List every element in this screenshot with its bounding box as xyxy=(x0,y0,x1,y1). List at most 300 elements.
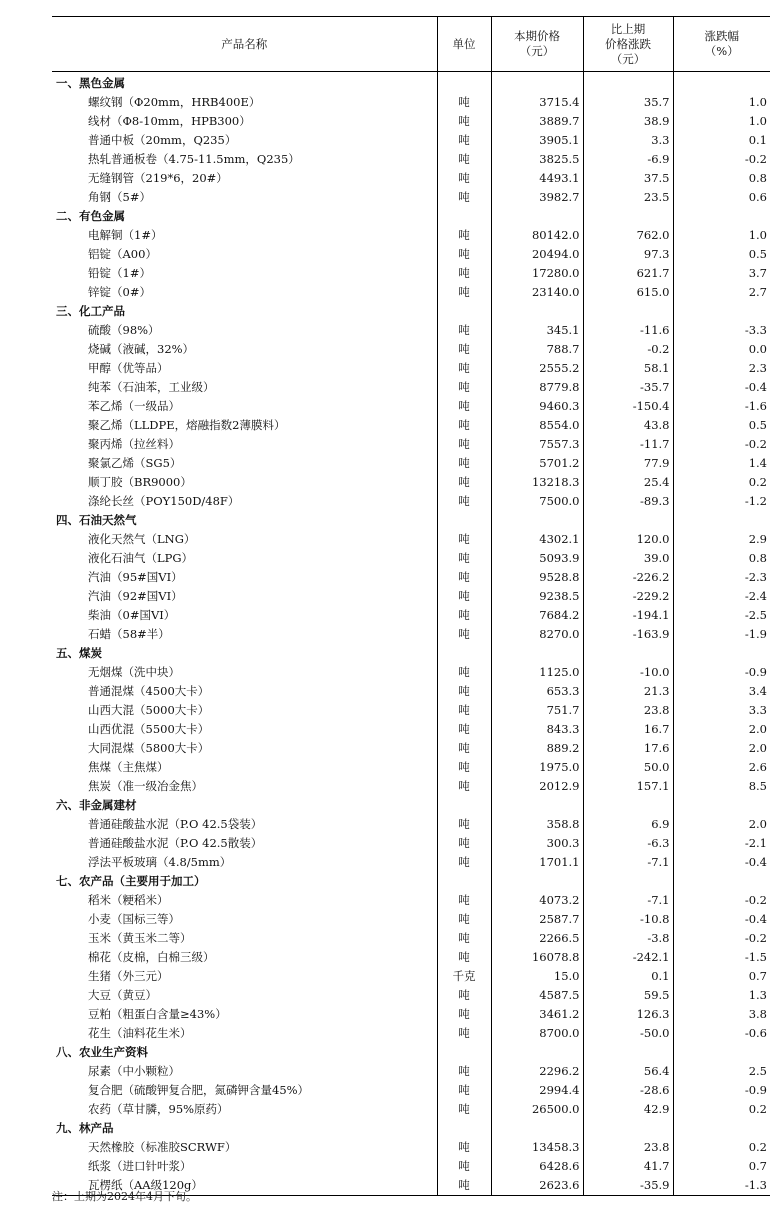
change-cell: 23.8 xyxy=(583,701,673,720)
table-row xyxy=(52,986,770,1005)
price-cell: 2623.6 xyxy=(491,1176,583,1196)
price-cell: 9528.8 xyxy=(491,568,583,587)
unit-cell: 吨 xyxy=(437,625,491,644)
category-name: 三、化工产品 xyxy=(56,304,125,318)
change-cell: 97.3 xyxy=(583,245,673,264)
percent-cell: -0.2 xyxy=(673,891,770,910)
category-name: 七、农产品（主要用于加工） xyxy=(56,874,206,888)
percent-cell: 2.5 xyxy=(673,1062,770,1081)
percent-cell: 3.3 xyxy=(673,701,770,720)
price-cell xyxy=(491,796,583,815)
price-cell: 3982.7 xyxy=(491,188,583,207)
product-name-cell: 纯苯（石油苯，工业级） xyxy=(88,380,215,394)
percent-cell: -1.2 xyxy=(673,492,770,511)
product-name-cell: 瓦楞纸（AA级120g） xyxy=(52,1176,437,1196)
table-row xyxy=(52,1138,770,1157)
product-name-cell: 焦煤（主焦煤） xyxy=(88,760,169,774)
unit-cell xyxy=(437,511,491,530)
category-name: 一、黑色金属 xyxy=(56,76,125,90)
change-cell: -163.9 xyxy=(583,625,673,644)
category-name: 四、石油天然气 xyxy=(56,513,137,527)
percent-cell: -2.4 xyxy=(673,587,770,606)
unit-cell: 吨 xyxy=(437,929,491,948)
product-name-cell: 烧碱（液碱，32%） xyxy=(88,342,195,356)
change-cell: -229.2 xyxy=(583,587,673,606)
product-name-cell: 天然橡胶（标准胶SCRWF） xyxy=(88,1140,237,1154)
price-cell xyxy=(491,511,583,530)
unit-cell: 吨 xyxy=(437,910,491,929)
product-name-cell: 聚氯乙烯（SG5） xyxy=(88,456,182,470)
unit-cell: 吨 xyxy=(437,435,491,454)
percent-cell: 2.0 xyxy=(673,720,770,739)
unit-cell: 吨 xyxy=(437,169,491,188)
table-row xyxy=(52,473,770,492)
product-name-cell: 线材（Φ8-10mm，HPB300） xyxy=(88,114,251,128)
change-cell: -50.0 xyxy=(583,1024,673,1043)
change-cell: -242.1 xyxy=(583,948,673,967)
unit-cell xyxy=(437,302,491,321)
unit-cell: 吨 xyxy=(437,226,491,245)
unit-cell: 吨 xyxy=(437,1081,491,1100)
product-name-cell: 小麦（国标三等） xyxy=(88,912,180,926)
table-row xyxy=(52,435,770,454)
change-cell: 38.9 xyxy=(583,112,673,131)
price-cell: 5701.2 xyxy=(491,454,583,473)
table-row xyxy=(52,93,770,112)
price-cell: 9238.5 xyxy=(491,587,583,606)
unit-cell: 吨 xyxy=(437,948,491,967)
change-cell: 56.4 xyxy=(583,1062,673,1081)
product-name-cell: 柴油（0#国VI） xyxy=(88,608,176,622)
product-name-cell: 普通混煤（4500大卡） xyxy=(88,684,210,698)
product-name-cell: 液化石油气（LPG） xyxy=(88,551,194,565)
category-row xyxy=(52,72,770,94)
table-row xyxy=(52,777,770,796)
unit-cell xyxy=(437,72,491,94)
change-cell xyxy=(583,1119,673,1138)
percent-cell xyxy=(673,302,770,321)
percent-cell: 0.7 xyxy=(673,1157,770,1176)
category-row xyxy=(52,796,770,815)
price-cell: 4302.1 xyxy=(491,530,583,549)
percent-cell: -0.4 xyxy=(673,853,770,872)
unit-cell: 吨 xyxy=(437,1100,491,1119)
price-cell: 889.2 xyxy=(491,739,583,758)
percent-cell xyxy=(673,872,770,891)
product-name-cell: 锌锭（0#） xyxy=(88,285,151,299)
price-cell: 13458.3 xyxy=(491,1138,583,1157)
change-cell xyxy=(583,511,673,530)
unit-cell: 吨 xyxy=(437,758,491,777)
table-row xyxy=(52,701,770,720)
percent-cell xyxy=(673,207,770,226)
percent-cell: -0.4 xyxy=(673,910,770,929)
change-cell: 120.0 xyxy=(583,530,673,549)
table-row xyxy=(52,169,770,188)
table-row xyxy=(52,454,770,473)
price-cell: 8270.0 xyxy=(491,625,583,644)
product-name-cell: 无烟煤（洗中块） xyxy=(88,665,180,679)
price-cell xyxy=(491,72,583,94)
price-cell: 13218.3 xyxy=(491,473,583,492)
price-cell: 3825.5 xyxy=(491,150,583,169)
change-cell: -7.1 xyxy=(583,891,673,910)
percent-cell: -3.3 xyxy=(673,321,770,340)
unit-cell: 吨 xyxy=(437,340,491,359)
change-cell: 37.5 xyxy=(583,169,673,188)
unit-cell: 吨 xyxy=(437,701,491,720)
change-cell: 50.0 xyxy=(583,758,673,777)
percent-cell: -2.3 xyxy=(673,568,770,587)
percent-cell xyxy=(673,72,770,94)
unit-cell: 吨 xyxy=(437,1138,491,1157)
product-name-cell: 山西大混（5000大卡） xyxy=(88,703,210,717)
percent-cell: 1.3 xyxy=(673,986,770,1005)
product-name-cell: 铝锭（A00） xyxy=(88,247,157,261)
change-cell: 621.7 xyxy=(583,264,673,283)
percent-cell: 0.0 xyxy=(673,340,770,359)
table-row xyxy=(52,758,770,777)
change-cell xyxy=(583,644,673,663)
table-row xyxy=(52,891,770,910)
change-cell: -0.2 xyxy=(583,340,673,359)
unit-cell: 吨 xyxy=(437,663,491,682)
table-row xyxy=(52,549,770,568)
table-row xyxy=(52,492,770,511)
table-row xyxy=(52,929,770,948)
change-cell: 41.7 xyxy=(583,1157,673,1176)
product-name-cell: 大同混煤（5800大卡） xyxy=(88,741,210,755)
price-cell: 3461.2 xyxy=(491,1005,583,1024)
table-row xyxy=(52,1081,770,1100)
table-row xyxy=(52,397,770,416)
unit-cell: 吨 xyxy=(437,416,491,435)
change-cell: -11.7 xyxy=(583,435,673,454)
price-cell: 7557.3 xyxy=(491,435,583,454)
percent-cell: 1.0 xyxy=(673,226,770,245)
unit-cell: 吨 xyxy=(437,1062,491,1081)
product-name-cell: 硫酸（98%） xyxy=(88,323,160,337)
table-row xyxy=(52,340,770,359)
unit-cell: 吨 xyxy=(437,150,491,169)
change-cell: 35.7 xyxy=(583,93,673,112)
price-cell: 15.0 xyxy=(491,967,583,986)
category-name: 六、非金属建材 xyxy=(56,798,137,812)
table-row xyxy=(52,416,770,435)
product-name-cell: 石蜡（58#半） xyxy=(88,627,170,641)
product-name-cell: 纸浆（进口针叶浆） xyxy=(88,1159,192,1173)
change-cell xyxy=(583,72,673,94)
price-cell: 80142.0 xyxy=(491,226,583,245)
unit-cell: 吨 xyxy=(437,720,491,739)
percent-cell: 1.0 xyxy=(673,112,770,131)
header-change-percent: 涨跌幅 （%） xyxy=(673,17,770,72)
table-row xyxy=(52,1157,770,1176)
change-cell: -150.4 xyxy=(583,397,673,416)
price-cell xyxy=(491,872,583,891)
table-row xyxy=(52,245,770,264)
price-cell: 8779.8 xyxy=(491,378,583,397)
product-name-cell: 生猪（外三元） xyxy=(88,969,169,983)
product-name-cell: 普通硅酸盐水泥（P.O 42.5散装） xyxy=(88,836,263,850)
product-name-cell: 电解铜（1#） xyxy=(88,228,163,242)
change-cell: -35.7 xyxy=(583,378,673,397)
table-row xyxy=(52,1062,770,1081)
percent-cell: -0.4 xyxy=(673,378,770,397)
unit-cell: 吨 xyxy=(437,815,491,834)
table-body xyxy=(52,72,770,1196)
product-name-cell: 复合肥（硫酸钾复合肥，氮磷钾含量45%） xyxy=(88,1083,310,1097)
price-cell: 9460.3 xyxy=(491,397,583,416)
unit-cell: 吨 xyxy=(437,1157,491,1176)
price-table-container xyxy=(52,16,770,1196)
price-cell: 1125.0 xyxy=(491,663,583,682)
change-cell: 0.1 xyxy=(583,967,673,986)
category-row xyxy=(52,872,770,891)
change-cell: 157.1 xyxy=(583,777,673,796)
price-cell xyxy=(491,1043,583,1062)
change-cell: 25.4 xyxy=(583,473,673,492)
change-cell: 23.8 xyxy=(583,1138,673,1157)
percent-cell xyxy=(673,511,770,530)
unit-cell: 千克 xyxy=(437,967,491,986)
change-cell: 39.0 xyxy=(583,549,673,568)
unit-cell: 吨 xyxy=(437,891,491,910)
table-row xyxy=(52,815,770,834)
percent-cell: -1.6 xyxy=(673,397,770,416)
percent-cell: -0.2 xyxy=(673,150,770,169)
change-cell: 126.3 xyxy=(583,1005,673,1024)
change-cell: -10.8 xyxy=(583,910,673,929)
percent-cell: 0.8 xyxy=(673,549,770,568)
percent-cell: -0.2 xyxy=(673,435,770,454)
price-cell: 3905.1 xyxy=(491,131,583,150)
change-cell: -226.2 xyxy=(583,568,673,587)
change-cell: 17.6 xyxy=(583,739,673,758)
product-name-cell: 苯乙烯（一级品） xyxy=(88,399,180,413)
category-row xyxy=(52,644,770,663)
category-row xyxy=(52,207,770,226)
percent-cell: -1.5 xyxy=(673,948,770,967)
category-name: 二、有色金属 xyxy=(56,209,125,223)
product-name-cell: 甲醇（优等品） xyxy=(88,361,169,375)
unit-cell: 吨 xyxy=(437,986,491,1005)
table-row xyxy=(52,682,770,701)
category-row xyxy=(52,302,770,321)
table-row xyxy=(52,378,770,397)
product-name-cell: 聚丙烯（拉丝料） xyxy=(88,437,180,451)
table-row xyxy=(52,625,770,644)
product-name-cell: 焦炭（准一级冶金焦） xyxy=(88,779,203,793)
category-name: 八、农业生产资料 xyxy=(56,1045,148,1059)
product-name-cell: 汽油（95#国VI） xyxy=(88,570,183,584)
change-cell: -6.9 xyxy=(583,150,673,169)
percent-cell: 8.5 xyxy=(673,777,770,796)
unit-cell: 吨 xyxy=(437,245,491,264)
price-cell: 345.1 xyxy=(491,321,583,340)
unit-cell: 吨 xyxy=(437,739,491,758)
percent-cell: 2.3 xyxy=(673,359,770,378)
product-name-cell: 玉米（黄玉米二等） xyxy=(88,931,192,945)
price-cell: 2296.2 xyxy=(491,1062,583,1081)
table-row xyxy=(52,530,770,549)
table-row xyxy=(52,1024,770,1043)
percent-cell: 0.8 xyxy=(673,169,770,188)
table-row xyxy=(52,112,770,131)
percent-cell: -0.6 xyxy=(673,1024,770,1043)
percent-cell: -2.5 xyxy=(673,606,770,625)
unit-cell xyxy=(437,644,491,663)
unit-cell: 吨 xyxy=(437,492,491,511)
price-cell: 4073.2 xyxy=(491,891,583,910)
percent-cell: -0.9 xyxy=(673,663,770,682)
change-cell xyxy=(583,1043,673,1062)
price-cell xyxy=(491,1119,583,1138)
price-cell: 6428.6 xyxy=(491,1157,583,1176)
category-name: 五、煤炭 xyxy=(56,646,102,660)
change-cell: -3.8 xyxy=(583,929,673,948)
price-cell: 788.7 xyxy=(491,340,583,359)
product-name-cell: 浮法平板玻璃（4.8/5mm） xyxy=(88,855,232,869)
unit-cell: 吨 xyxy=(437,1005,491,1024)
category-row xyxy=(52,1119,770,1138)
table-row xyxy=(52,739,770,758)
change-cell: 21.3 xyxy=(583,682,673,701)
change-cell: 58.1 xyxy=(583,359,673,378)
change-cell: 23.5 xyxy=(583,188,673,207)
product-name-cell: 涤纶长丝（POY150D/48F） xyxy=(88,494,240,508)
unit-cell: 吨 xyxy=(437,1176,491,1196)
percent-cell xyxy=(673,1043,770,1062)
change-cell xyxy=(583,872,673,891)
product-name-cell: 大豆（黄豆） xyxy=(88,988,157,1002)
unit-cell: 吨 xyxy=(437,283,491,302)
table-row xyxy=(52,283,770,302)
unit-cell: 吨 xyxy=(437,188,491,207)
price-cell: 300.3 xyxy=(491,834,583,853)
unit-cell: 吨 xyxy=(437,834,491,853)
percent-cell: -0.2 xyxy=(673,929,770,948)
change-cell xyxy=(583,207,673,226)
table-row xyxy=(52,910,770,929)
product-name-cell: 稻米（粳稻米） xyxy=(88,893,169,907)
table-row xyxy=(52,834,770,853)
price-cell: 2012.9 xyxy=(491,777,583,796)
unit-cell: 吨 xyxy=(437,359,491,378)
table-row xyxy=(52,359,770,378)
percent-cell xyxy=(673,644,770,663)
change-cell: 77.9 xyxy=(583,454,673,473)
table-row xyxy=(52,967,770,986)
unit-cell: 吨 xyxy=(437,777,491,796)
unit-cell: 吨 xyxy=(437,93,491,112)
percent-cell: 0.6 xyxy=(673,188,770,207)
unit-cell xyxy=(437,1043,491,1062)
header-current-price: 本期价格 （元） xyxy=(491,17,583,72)
unit-cell: 吨 xyxy=(437,378,491,397)
price-table xyxy=(52,16,770,1196)
table-row xyxy=(52,720,770,739)
percent-cell: -1.9 xyxy=(673,625,770,644)
price-cell: 26500.0 xyxy=(491,1100,583,1119)
unit-cell: 吨 xyxy=(437,473,491,492)
price-cell: 4493.1 xyxy=(491,169,583,188)
category-row xyxy=(52,511,770,530)
unit-cell xyxy=(437,796,491,815)
percent-cell: -1.3 xyxy=(673,1176,770,1196)
product-name-cell: 普通硅酸盐水泥（P.O 42.5袋装） xyxy=(88,817,263,831)
percent-cell: 2.0 xyxy=(673,815,770,834)
change-cell: 615.0 xyxy=(583,283,673,302)
product-name-cell: 棉花（皮棉，白棉三级） xyxy=(88,950,215,964)
product-name-cell: 汽油（92#国VI） xyxy=(88,589,183,603)
percent-cell: 3.8 xyxy=(673,1005,770,1024)
price-cell: 2555.2 xyxy=(491,359,583,378)
percent-cell: 0.5 xyxy=(673,416,770,435)
price-cell: 2587.7 xyxy=(491,910,583,929)
percent-cell: -0.9 xyxy=(673,1081,770,1100)
percent-cell: 0.2 xyxy=(673,473,770,492)
unit-cell: 吨 xyxy=(437,112,491,131)
header-row xyxy=(52,17,770,72)
unit-cell: 吨 xyxy=(437,549,491,568)
unit-cell xyxy=(437,207,491,226)
percent-cell: 1.4 xyxy=(673,454,770,473)
table-row xyxy=(52,150,770,169)
product-name-cell: 农药（草甘膦，95%原药） xyxy=(88,1102,229,1116)
table-row xyxy=(52,321,770,340)
percent-cell: 3.7 xyxy=(673,264,770,283)
price-cell xyxy=(491,207,583,226)
price-cell: 7684.2 xyxy=(491,606,583,625)
percent-cell: 0.2 xyxy=(673,1138,770,1157)
price-cell: 3889.7 xyxy=(491,112,583,131)
price-cell: 2994.4 xyxy=(491,1081,583,1100)
percent-cell xyxy=(673,796,770,815)
category-row xyxy=(52,1043,770,1062)
change-cell: 3.3 xyxy=(583,131,673,150)
percent-cell xyxy=(673,1119,770,1138)
unit-cell: 吨 xyxy=(437,1024,491,1043)
footnote: 注：上期为2024年4月下旬。 xyxy=(52,1190,197,1203)
table-row xyxy=(52,1100,770,1119)
price-cell: 8700.0 xyxy=(491,1024,583,1043)
product-name-cell: 无缝钢管（219*6，20#） xyxy=(88,171,228,185)
percent-cell: 2.6 xyxy=(673,758,770,777)
product-name-cell: 尿素（中小颗粒） xyxy=(88,1064,180,1078)
change-cell: -194.1 xyxy=(583,606,673,625)
unit-cell: 吨 xyxy=(437,682,491,701)
product-name-cell: 角钢（5#） xyxy=(88,190,151,204)
percent-cell: 0.2 xyxy=(673,1100,770,1119)
price-cell: 2266.5 xyxy=(491,929,583,948)
unit-cell: 吨 xyxy=(437,587,491,606)
header-price-change: 比上期 价格涨跌 （元） xyxy=(583,17,673,72)
table-row xyxy=(52,663,770,682)
unit-cell xyxy=(437,872,491,891)
percent-cell: 0.5 xyxy=(673,245,770,264)
product-name-cell: 花生（油料花生米） xyxy=(88,1026,192,1040)
table-row xyxy=(52,1005,770,1024)
price-cell: 358.8 xyxy=(491,815,583,834)
percent-cell: -2.1 xyxy=(673,834,770,853)
price-cell: 653.3 xyxy=(491,682,583,701)
change-cell: -6.3 xyxy=(583,834,673,853)
product-name-cell: 液化天然气（LNG） xyxy=(88,532,196,546)
change-cell: 42.9 xyxy=(583,1100,673,1119)
change-cell xyxy=(583,796,673,815)
change-cell: -7.1 xyxy=(583,853,673,872)
